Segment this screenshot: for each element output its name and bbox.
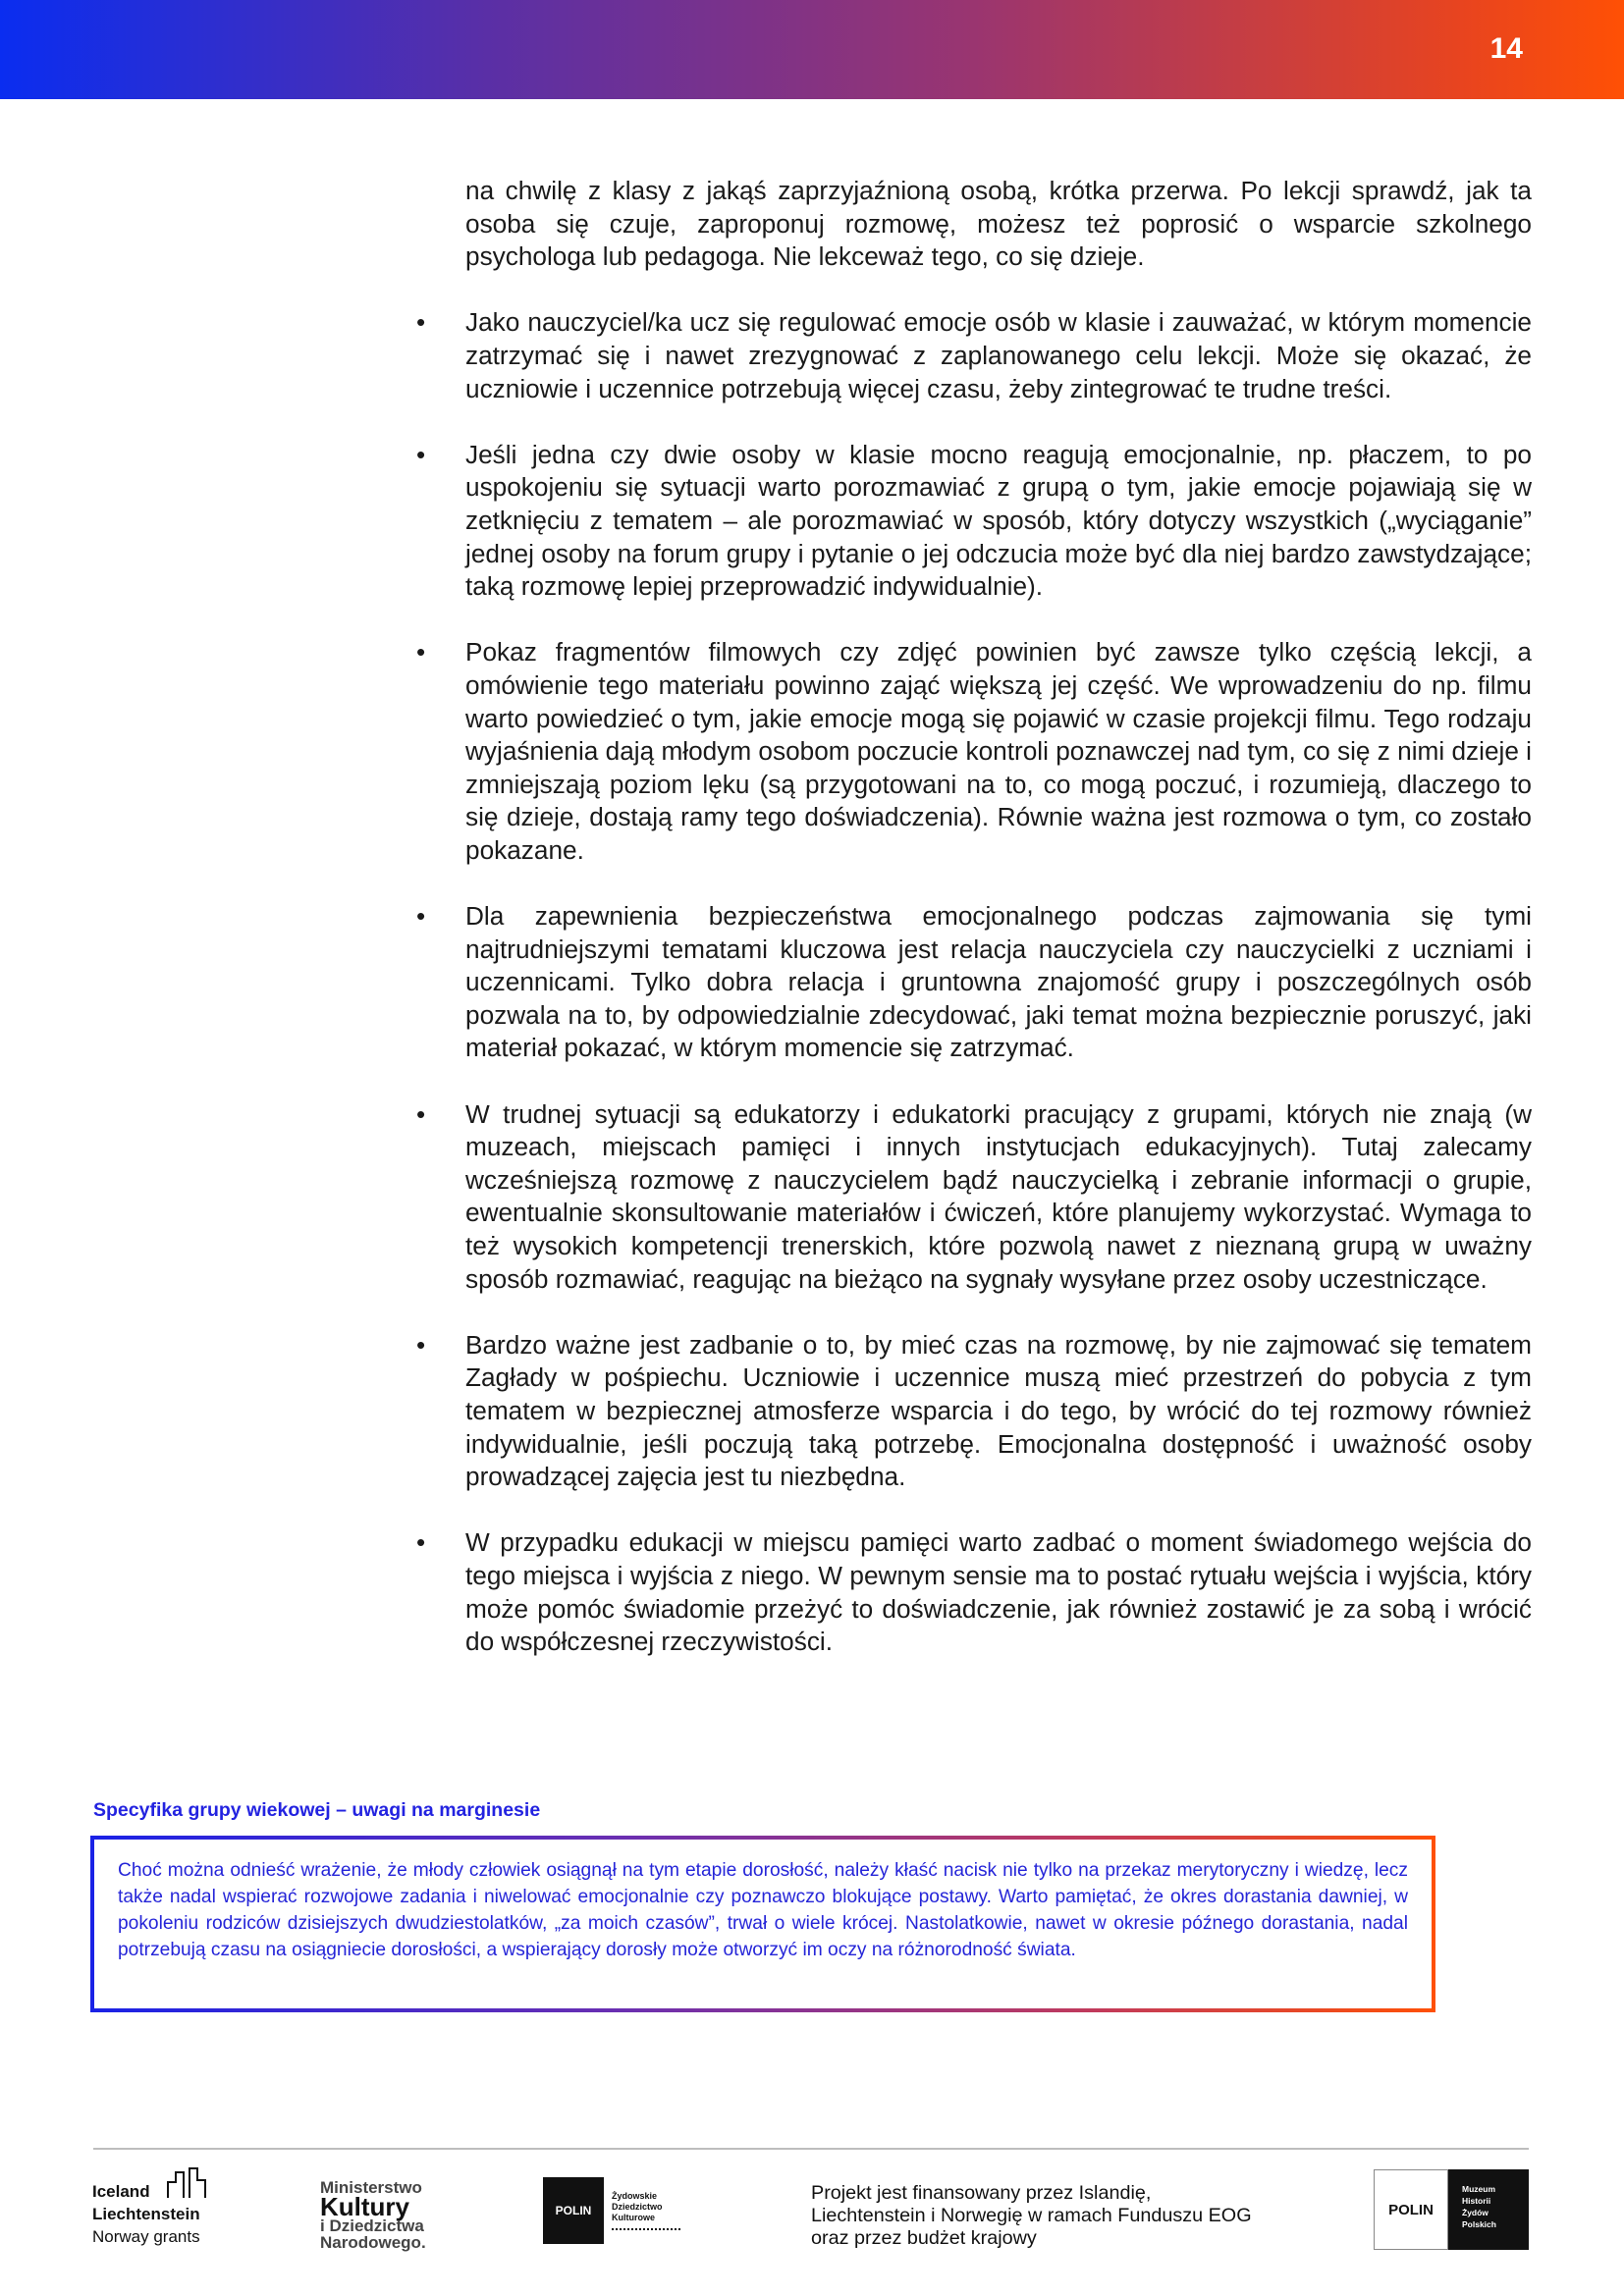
bullet-item: • W przypadku edukacji w miejscu pamięci warto zadbać o moment świadomego wejścia do tego miejsca i wyjścia z niego. W pewnym sensie ma to postać rytuału wejścia i wyjścia, który może pomóc świadomie przeżyć to doświadczenie, jak również zostawić je za sobą i wrócić do współczesnej rzeczywistości. [416,1527,1532,1657]
sidebar-title: Specyfika grupy wiekowej – uwagi na marginesie [93,1799,541,1821]
footer-divider [93,2148,1529,2150]
bullet-item: • Dla zapewnienia bezpieczeństwa emocjonalnego podczas zajmowania się tymi najtrudniejszymi tematami kluczowa jest relacja nauczyciela czy nauczycielki z uczniami i uczennicami. Tylko dobra relacja i gruntowna znajomość grupy i poszczególnych osób pozwala na to, by odpowiedzialnie zdecydować, jaki temat można bezpiecznie poruszyć, jaki materiał pokazać, w którym momencie się zatrzymać. [416,901,1532,1063]
bullet-dot: • [416,1329,426,1360]
bullet-item: • Jeśli jedna czy dwie osoby w klasie mocno reagują emocjonalnie, np. płaczem, to po uspokojeniu się sytuacji warto porozmawiać z grupą o tym, jakie emocje pojawiają się w zetknięciu z tematem – ale porozmawiać w sposób, który dotyczy wszystkich („wyciąganie” jednej osoby na forum grupy i pytanie o jej odczucia może być dla niej bardzo zawstydzające; taką rozmowę lepiej przeprowadzić indywidualnie). [416,439,1532,602]
eea-grants-logo: Iceland Liechtenstein Norway grants [92,2163,220,2249]
sidebar-box [90,1836,1435,2012]
bullet-item: • Bardzo ważne jest zadbanie o to, by mieć czas na rozmowę, by nie zajmować się tematem Zagłady w pośpiechu. Uczniowie i uczennice muszą mieć przestrzeń do pobycia z tym tematem w bezpiecznej atmosferze wsparcia i do tego, by wrócić do tej rozmowy również indywidualnie, jeśli poczują taką potrzebę. Emocjonalna dostępność i uważność osoby prowadzącej zajęcia jest tu niezbędna. [416,1329,1532,1492]
page-number: 14 [1489,32,1523,65]
intro-paragraph: na chwilę z klasy z jakąś zaprzyjaźnioną osobą, krótka przerwa. Po lekcji sprawdź, jak ta osoba się czuje, zaproponuj rozmowę, możesz też poprosić o wsparcie szkolnego psychologa lub pedagoga. Nie lekceważ tego, co się dzieje. [465,176,1532,272]
bullet-dot: • [416,637,426,667]
header-bar [0,0,1624,99]
ministry-logo: Ministerstwo Kultury i Dziedzictwa Narodowego. [320,2178,426,2252]
bullet-dot: • [416,1098,426,1129]
bullet-dot: • [416,1527,426,1558]
polin-museum-logo: POLIN Muzeum Historii Żydów Polskich [1374,2169,1531,2250]
body-text [416,175,1532,1659]
bullet-list [416,306,1532,1658]
bullet-item: • W trudnej sytuacji są edukatorzy i edukatorki pracujący z grupami, których nie znają (w muzeach, miejscach pamięci i innych instytucjach edukacyjnych). Tutaj zalecamy wcześniejszą rozmowę z nauczycielem bądź nauczycielką i zebranie informacji o grupie, ewentualnie skonsultowanie materiałów i ćwiczeń, które planujemy wykorzystać. Wymaga to też wysokich kompetencji trenerskich, które pozwolą nawet z nieznaną grupą w uważny sposób rozmawiać, reagując na bieżąco na sygnały wysyłane przez osoby uczestniczące. [416,1098,1532,1294]
sidebar-text: Choć można odnieść wrażenie, że młody człowiek osiągnął na tym etapie dorosłość, należy kłaść nacisk nie tylko na przekaz merytoryczny i wiedzę, lecz także nadal wspierać rozwojowe zadania i niwelować emocjonalnie czy poznawczo blokujące postawy. Warto pamiętać, że okres dorastania dawniej, w pokoleniu rodziców dzisiejszych dwudziestolatków, „za moich czasów”, trwał o wiele krócej. Nastolatkowie, nawet w okresie późnego dorastania, nadal potrzebują czasu na osiągniecie dorosłości, a wspierający dorosły może otworzyć im oczy na różnorodność świata. [94,1840,1432,2008]
bullet-dot: • [416,901,426,932]
funding-note: Projekt jest finansowany przez Islandię, Liechtenstein i Norwegię w ramach Funduszu EOG oraz przez budżet krajowy [811,2182,1252,2249]
dotted-line [612,2228,680,2230]
polin-heritage-logo: POLIN Żydowskie Dziedzictwo Kulturowe [543,2177,680,2244]
bullet-dot: • [416,439,426,469]
eea-building-icon [166,2166,215,2200]
bullet-item: • Jako nauczyciel/ka ucz się regulować emocje osób w klasie i zauważać, w którym momencie zatrzymać się i nawet zrezygnować z zaplanowanego celu lekcji. Może się okazać, że uczniowie i uczennice potrzebują więcej czasu, żeby zintegrować te trudne treści. [416,307,1532,403]
bullet-item: • Pokaz fragmentów filmowych czy zdjęć powinien być zawsze tylko częścią lekcji, a omówienie tego materiału powinno zająć większą jej część. We wprowadzeniu do np. filmu warto powiedzieć o tym, jakie emocje mogą się pojawić w czasie projekcji filmu. Tego rodzaju wyjaśnienia dają młodym osobom poczucie kontroli poznawczej nad tym, co się z nimi dzieje i zmniejszają poziom lęku (są przygotowani na to, co mogą poczuć, i rozumieją, dlaczego to się dzieje, dostają ramy tego doświadczenia). Równie ważna jest rozmowa o tym, co zostało pokazane. [416,637,1532,865]
bullet-dot: • [416,307,426,338]
